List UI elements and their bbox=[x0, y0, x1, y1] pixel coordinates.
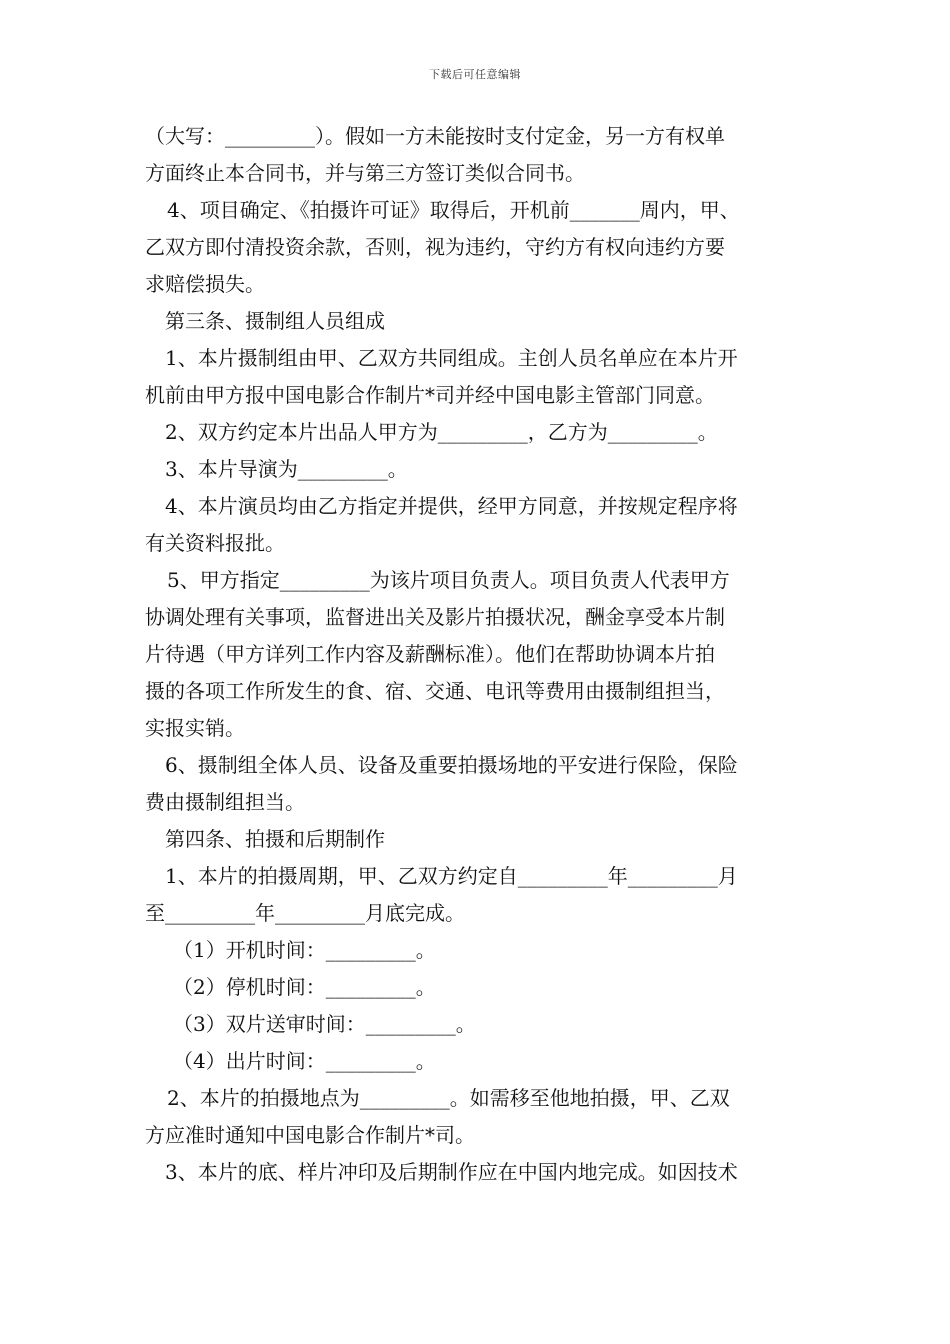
paragraph-line: 方面终止本合同书，并与第三方签订类似合同书。 bbox=[145, 161, 585, 185]
paragraph-line: 2、本片的拍摄地点为_________。如需移至他地拍摄，甲、乙双 bbox=[167, 1086, 730, 1110]
page-header: 下载后可任意编辑 bbox=[429, 68, 521, 81]
list-item: （3）双片送审时间：_________。 bbox=[173, 1012, 476, 1036]
paragraph-line: 方应准时通知中国电影合作制片*司。 bbox=[145, 1123, 475, 1147]
list-item: （1）开机时间：_________。 bbox=[173, 938, 436, 962]
paragraph-line: 4、本片演员均由乙方指定并提供，经甲方同意，并按规定程序将 bbox=[165, 494, 738, 518]
paragraph-line: 费由摄制组担当。 bbox=[145, 790, 305, 814]
paragraph-line: （大写：_________）。假如一方未能按时支付定金，另一方有权单 bbox=[145, 124, 725, 148]
section-heading: 第三条、摄制组人员组成 bbox=[165, 309, 385, 333]
paragraph-line: 片待遇（甲方详列工作内容及薪酬标准）。他们在帮助协调本片拍 bbox=[145, 642, 715, 666]
paragraph-line: 1、本片摄制组由甲、乙双方共同组成。主创人员名单应在本片开 bbox=[165, 346, 738, 370]
paragraph-line: 实报实销。 bbox=[145, 716, 245, 740]
paragraph-line: 有关资料报批。 bbox=[145, 531, 285, 555]
paragraph-line: 协调处理有关事项，监督进出关及影片拍摄状况，酬金享受本片制 bbox=[145, 605, 725, 629]
paragraph-line: 乙双方即付清投资余款，否则，视为违约，守约方有权向违约方要 bbox=[145, 235, 725, 259]
paragraph-line: 机前由甲方报中国电影合作制片*司并经中国电影主管部门同意。 bbox=[145, 383, 715, 407]
paragraph-line: 4、项目确定、《拍摄许可证》取得后，开机前_______周内，甲、 bbox=[167, 198, 740, 222]
paragraph-line: 1、本片的拍摄周期，甲、乙双方约定自_________年_________月 bbox=[165, 864, 738, 888]
paragraph-line: 求赔偿损失。 bbox=[145, 272, 265, 296]
paragraph-line: 3、本片的底、样片冲印及后期制作应在中国内地完成。如因技术 bbox=[165, 1160, 738, 1184]
list-item: （4）出片时间：_________。 bbox=[173, 1049, 436, 1073]
paragraph-line: 2、双方约定本片出品人甲方为_________，乙方为_________。 bbox=[165, 420, 718, 444]
paragraph-line: 6、摄制组全体人员、设备及重要拍摄场地的平安进行保险，保险 bbox=[165, 753, 738, 777]
paragraph-line: 5、甲方指定_________为该片项目负责人。项目负责人代表甲方 bbox=[167, 568, 730, 592]
paragraph-line: 3、本片导演为_________。 bbox=[165, 457, 408, 481]
list-item: （2）停机时间：_________。 bbox=[173, 975, 436, 999]
paragraph-line: 至_________年_________月底完成。 bbox=[145, 901, 465, 925]
paragraph-line: 摄的各项工作所发生的食、宿、交通、电讯等费用由摄制组担当， bbox=[145, 679, 725, 703]
section-heading: 第四条、拍摄和后期制作 bbox=[165, 827, 385, 851]
contract-body bbox=[145, 118, 813, 1191]
